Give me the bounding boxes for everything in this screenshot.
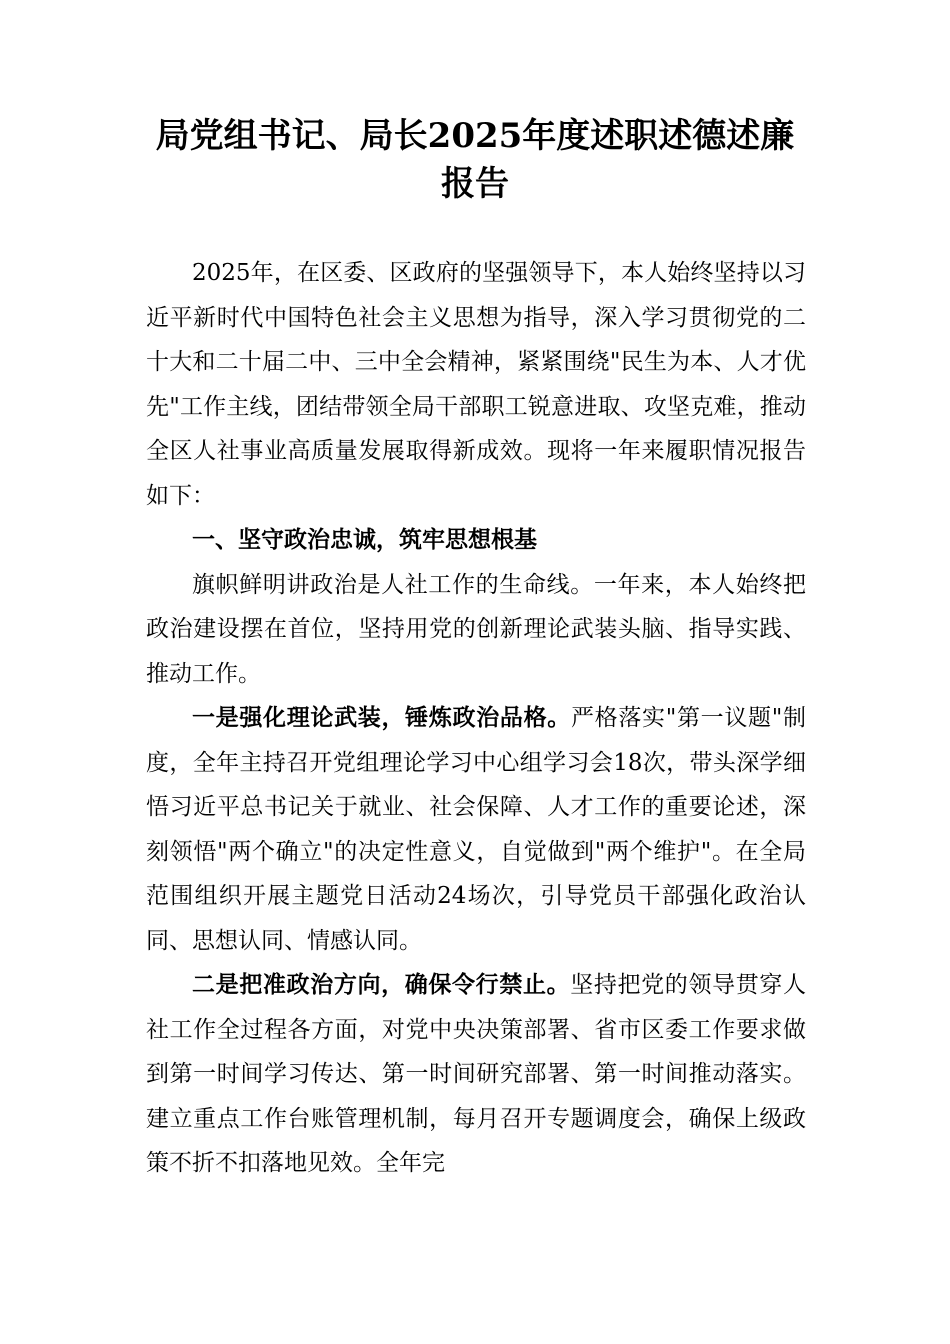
section-intro-paragraph: 旗帜鲜明讲政治是人社工作的生命线。一年来，本人始终把政治建设摆在首位，坚持用党的创新理论武装头脑、指导实践、推动工作。 <box>146 571 806 687</box>
item-text-2: 坚持把党的领导贯穿人社工作全过程各方面，对党中央决策部署、省市区委工作要求做到第一时间学习传达、第一时间研究部署、第一时间推动落实。建立重点工作台账管理机制，每月召开专题调度会，确保上级政策不折不扣落地见效。全年完 <box>146 972 807 1176</box>
item-text-1: 严格落实"第一议题"制度，全年主持召开党组理论学习中心组学习会18次，带头深学细悟习近平总书记关于就业、社会保障、人才工作的重要论述，深刻领悟"两个确立"的决定性意义，自觉做到"两个维护"。在全局范围组织开展主题党日活动24场次，引导党员干部强化政治认同、思想认同、情感认同。 <box>146 705 806 954</box>
item-lead-1: 一是强化理论武装，锤炼政治品格。 <box>192 704 571 731</box>
item-lead-2: 二是把准政治方向，确保令行禁止。 <box>192 971 571 998</box>
item-paragraph-1 <box>146 696 806 963</box>
title-line-1: 局党组书记、局长2025年度述职述德述廉 <box>155 116 795 156</box>
page-title <box>100 112 850 208</box>
title-line-2: 报告 <box>441 164 509 204</box>
item-paragraph-2 <box>146 963 806 1186</box>
intro-paragraph: 2025年，在区委、区政府的坚强领导下，本人始终坚持以习近平新时代中国特色社会主义思想为指导，深入学习贯彻党的二十大和二十届二中、三中全会精神，紧紧围绕"民生为本、人才优先"工作主线，团结带领全局干部职工锐意进取、攻坚克难，推动全区人社事业高质量发展取得新成效。现将一年来履职情况报告如下： <box>146 260 806 509</box>
document-body <box>146 251 806 1186</box>
section-heading: 一、坚守政治忠诚，筑牢思想根基 <box>192 526 537 553</box>
